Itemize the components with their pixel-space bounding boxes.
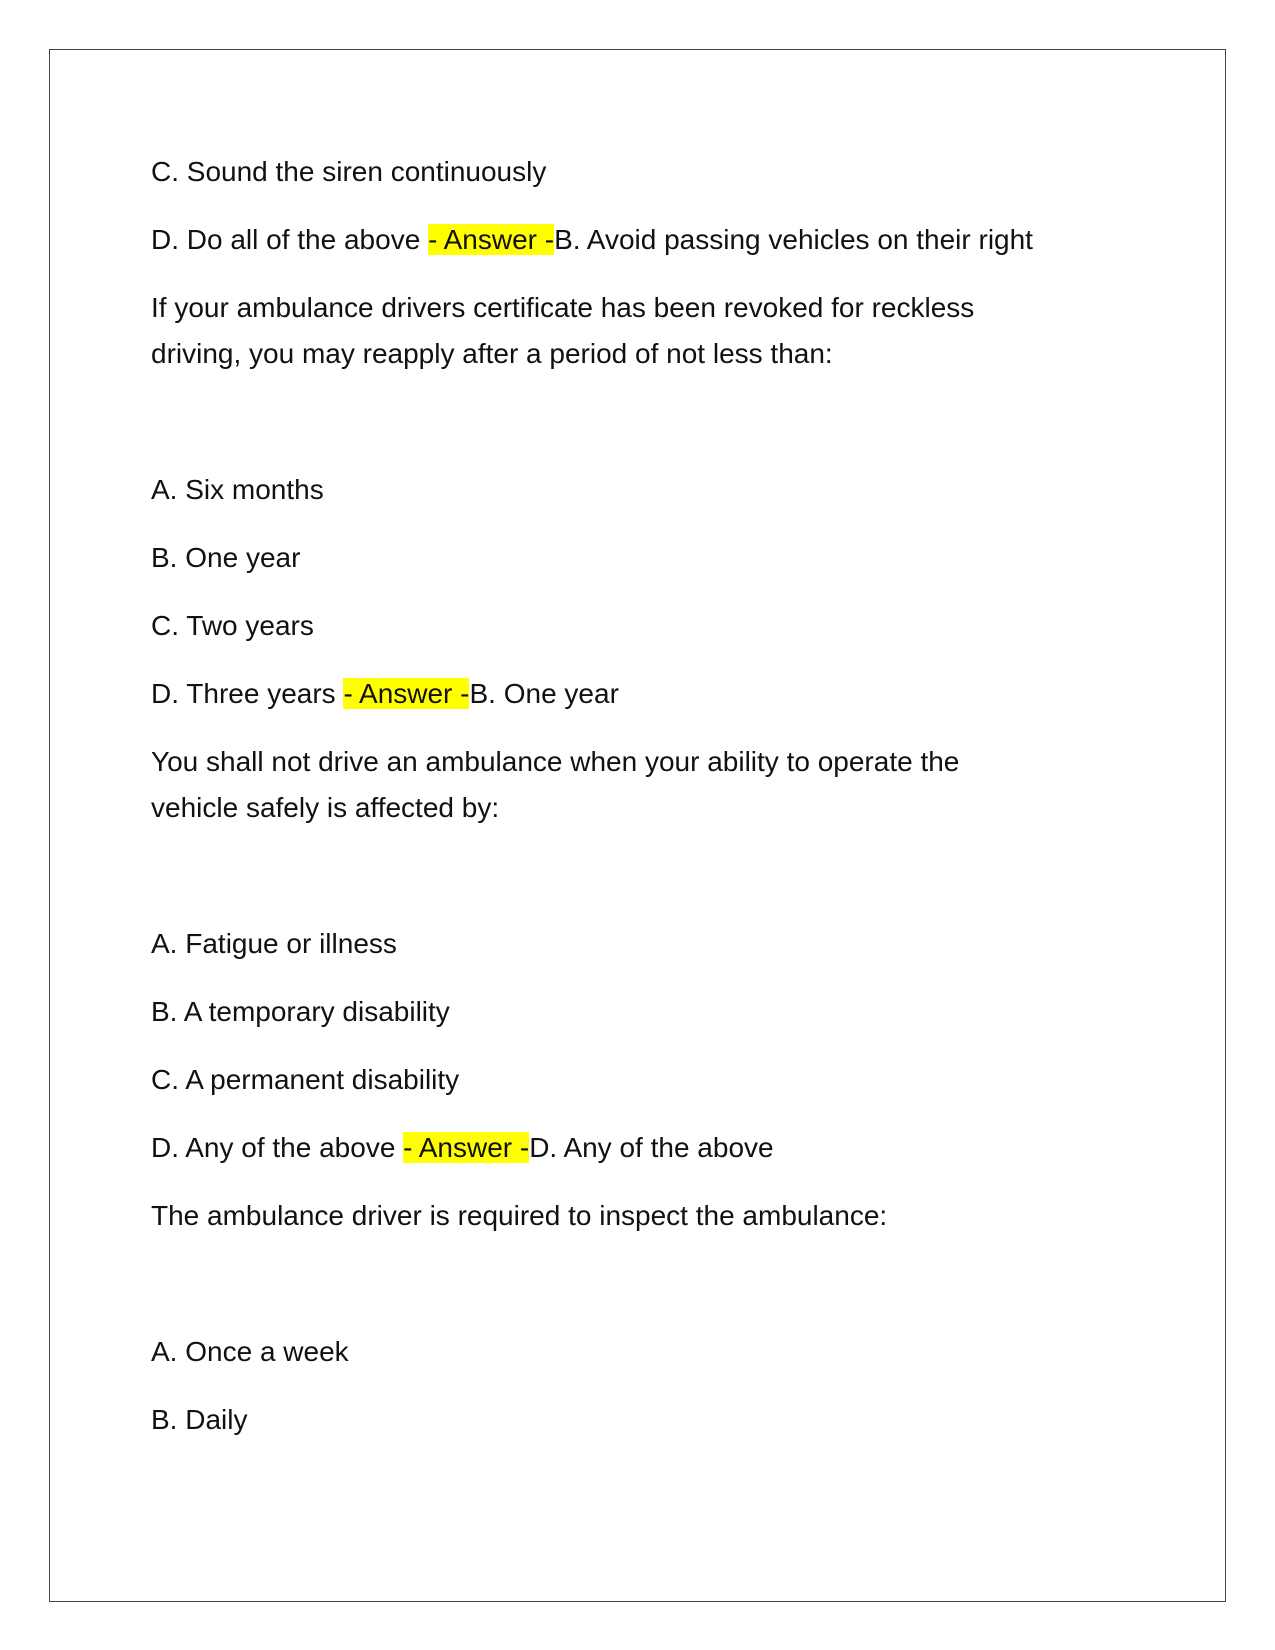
option-c: C. Two years (151, 610, 314, 641)
question-text-line: If your ambulance drivers certificate has been revoked for reckless (151, 292, 975, 323)
option-a: A. Once a week (151, 1336, 349, 1367)
option-d-with-answer (151, 671, 619, 717)
option-c: C. A permanent disability (151, 1064, 460, 1095)
option-text: D. Three years (151, 678, 336, 709)
answer-highlight: - Answer - (343, 678, 470, 709)
answer-highlight: - Answer - (403, 1132, 530, 1163)
option-b: B. Daily (151, 1404, 248, 1435)
option-text: D. Do all of the above (151, 224, 421, 255)
option-b: B. A temporary disability (151, 996, 450, 1027)
answer-text: D. Any of the above (529, 1132, 774, 1163)
question-text-line: The ambulance driver is required to inspect the ambulance: (151, 1200, 888, 1231)
option-text: D. Any of the above (151, 1132, 396, 1163)
option-d-with-answer (151, 217, 1033, 263)
question-text-line: You shall not drive an ambulance when your ability to operate the (151, 746, 960, 777)
option-c: C. Sound the siren continuously (151, 156, 547, 187)
question-text-line: vehicle safely is affected by: (151, 792, 500, 823)
question-text-line: driving, you may reapply after a period of not less than: (151, 338, 833, 369)
option-a: A. Fatigue or illness (151, 928, 397, 959)
answer-text: B. One year (469, 678, 619, 709)
answer-text: B. Avoid passing vehicles on their right (554, 224, 1033, 255)
option-b: B. One year (151, 542, 301, 573)
option-a: A. Six months (151, 474, 324, 505)
option-d-with-answer (151, 1125, 774, 1171)
answer-highlight: - Answer - (428, 224, 555, 255)
